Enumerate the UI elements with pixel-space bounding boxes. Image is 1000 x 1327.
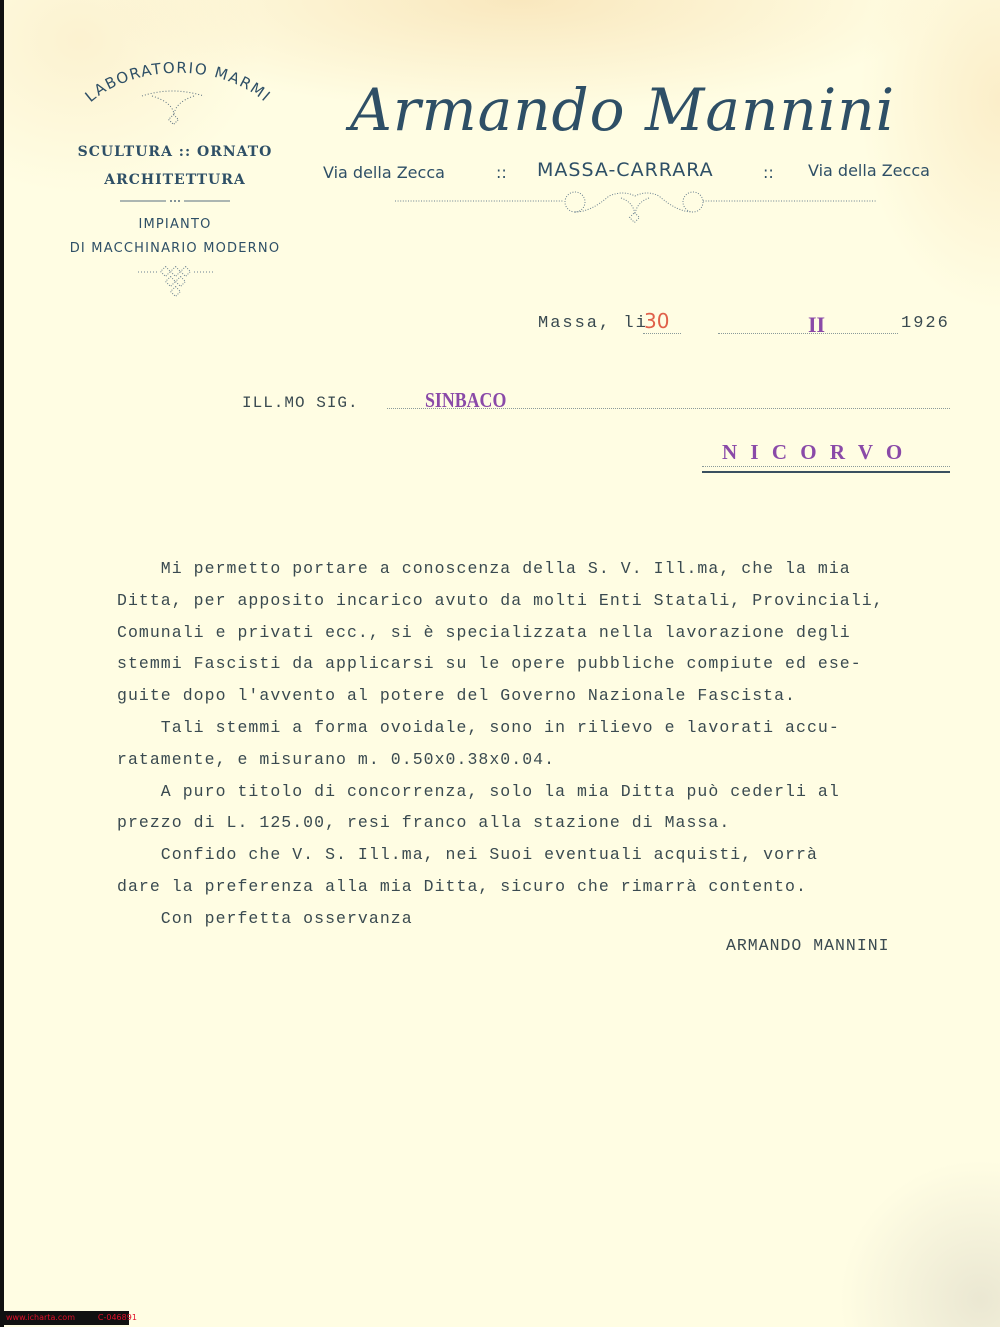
recipient-name: SINBACO [425,388,507,412]
body-line: Tali stemmi a forma ovoidale, sono in rilievo e lavorati accu- [117,717,840,737]
town-dotted-line [702,466,950,467]
address-city: MASSA-CARRARA [537,159,714,181]
address-sep-2: :: [763,163,774,182]
address-right: Via della Zecca [808,161,930,180]
lh-sculpture-ornato: SCULTURA :: ORNATO [77,144,273,160]
recipient-label: ILL.MO SIG. [242,394,359,412]
letter-body [117,553,957,935]
fan-ornament-icon [142,91,204,114]
arc-heading [60,58,290,138]
scroll-ornament-icon [395,188,880,228]
watermark-site: www.icharta.com [6,1313,75,1322]
body-line: dare la preferenza alla mia Ditta, sicuro che rimarrà contento. [117,876,807,896]
date-month: II [808,312,826,337]
date-prefix: Massa, li [538,314,648,333]
scan-edge [0,0,4,1327]
body-line: Ditta, per apposito incarico avuto da molti Enti Statali, Provinciali, [117,590,884,610]
address-sep-1: :: [496,163,507,182]
lh-macchinario: DI MACCHINARIO MODERNO [69,241,281,256]
body-line: prezzo di L. 125.00, resi franco alla stazione di Massa. [117,813,731,833]
body-line: A puro titolo di concorrenza, solo la mia Ditta può cederli al [117,781,840,801]
body-line: Comunali e privati ecc., si è specializzata nella lavorazione degli [117,622,851,642]
body-line: Con perfetta osservanza [117,908,413,928]
grape-ornament-icon [138,266,218,302]
body-line: stemmi Fascisti da applicarsi su le opere pubbliche compiute ed ese- [117,654,862,674]
signature: ARMANDO MANNINI [726,936,890,955]
divider-ornament-icon [120,197,230,205]
day-dotted-line [643,333,681,334]
watermark [4,1311,137,1325]
arc-heading-text: LABORATORIO MARMI [81,58,275,106]
company-title: Armando Mannini [350,76,896,144]
date-year: 1926 [901,314,950,333]
recipient-town: N I C O R V O [722,440,907,464]
body-line: Confido che V. S. Ill.ma, nei Suoi eventuali acquisti, vorrà [117,845,818,865]
watermark-code: C-046891 [97,1313,137,1322]
lh-architettura: ARCHITETTURA [104,172,246,188]
body-line: ratamente, e misurano m. 0.50x0.38x0.04. [117,749,556,769]
lh-impianto: IMPIANTO [138,217,212,232]
town-underline [702,471,950,473]
address-left: Via della Zecca [323,163,445,182]
svg-text:LABORATORIO MARMI [82,59,275,106]
body-line: guite dopo l'avvento al potere del Governo Nazionale Fascista. [117,686,796,706]
body-line: Mi permetto portare a conoscenza della S. V. Ill.ma, che la mia [117,559,851,578]
date-day: 30 [644,309,670,333]
